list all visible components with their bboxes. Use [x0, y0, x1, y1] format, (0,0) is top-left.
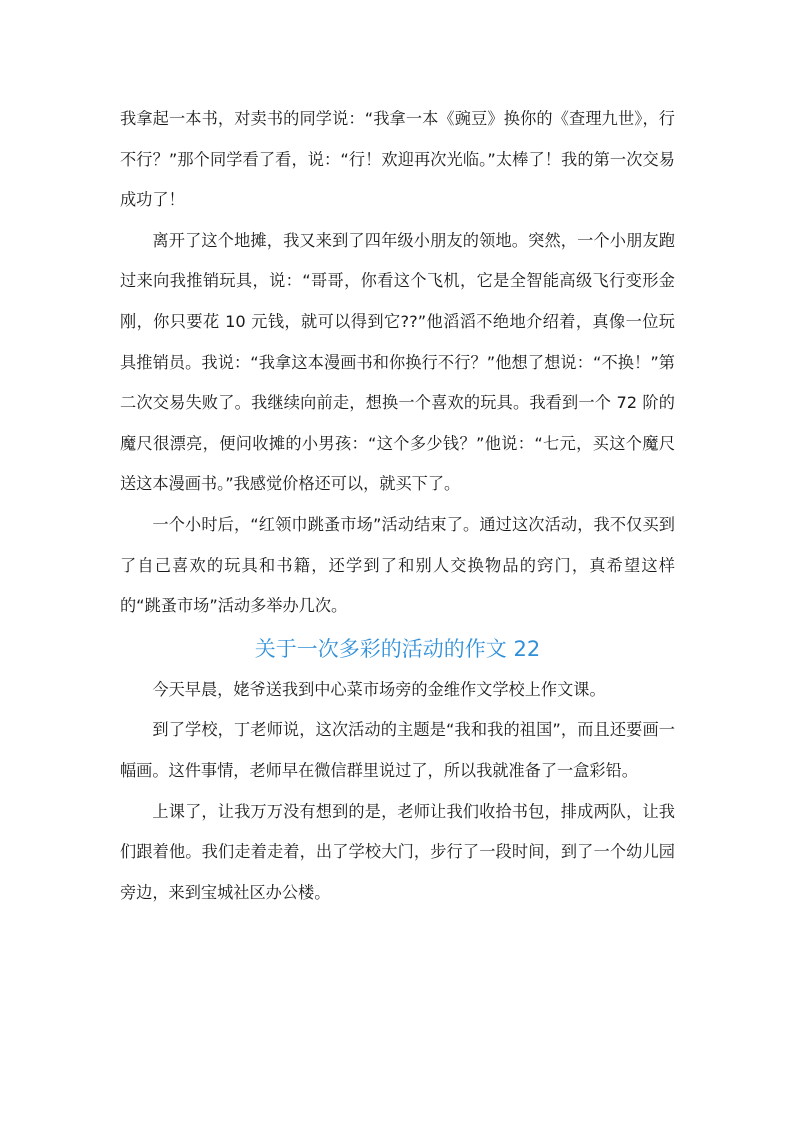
paragraph-3: 一个小时后，“红领巾跳蚤市场”活动结束了。通过这次活动，我不仅买到了自己喜欢的玩具和书籍，还学到了和别人交换物品的窍门，真希望这样的“跳蚤市场”活动多举办几次。 — [120, 514, 675, 616]
paragraph-6: 上课了，让我万万没有想到的是，老师让我们收拾书包，排成两队，让我们跟着他。我们走着走着，出了学校大门，步行了一段时间，到了一个幼儿园旁边，来到宝城社区办公楼。 — [120, 801, 675, 902]
document-body — [120, 99, 675, 913]
paragraph-2: 离开了这个地摊，我又来到了四年级小朋友的领地。突然，一个小朋友跑过来向我推销玩具，说：“哥哥，你看这个飞机，它是全智能高级飞行变形金刚，你只要花 10 元钱，就可以得到它??”他滔滔不绝地介绍着，真像一位玩具推销员。我说：“我拿这本漫画书和你换行不行？”他想了想说：“不换！”第二次交易失败了。我继续向前走，想换一个喜欢的玩具。我看到一个 72 阶的魔尺很漂亮，便问收摊的小男孩：“这个多少钱？”他说：“七元，买这个魔尺送这本漫画书。”我感觉价格还可以，就买下了。 — [120, 230, 675, 494]
section-heading: 关于一次多彩的活动的作文 22 — [254, 636, 541, 661]
paragraph-4: 今天早晨，姥爷送我到中心菜市场旁的金维作文学校上作文课。 — [152, 679, 606, 699]
paragraph-5: 到了学校，丁老师说，这次活动的主题是“我和我的祖国”，而且还要画一幅画。这件事情，老师早在微信群里说过了，所以我就准备了一盒彩铅。 — [120, 720, 675, 780]
paragraph-1: 我拿起一本书，对卖书的同学说：“我拿一本《豌豆》换你的《查理九世》，行不行？”那个同学看了看，说：“行！欢迎再次光临。”太棒了！我的第一次交易成功了！ — [120, 109, 675, 210]
